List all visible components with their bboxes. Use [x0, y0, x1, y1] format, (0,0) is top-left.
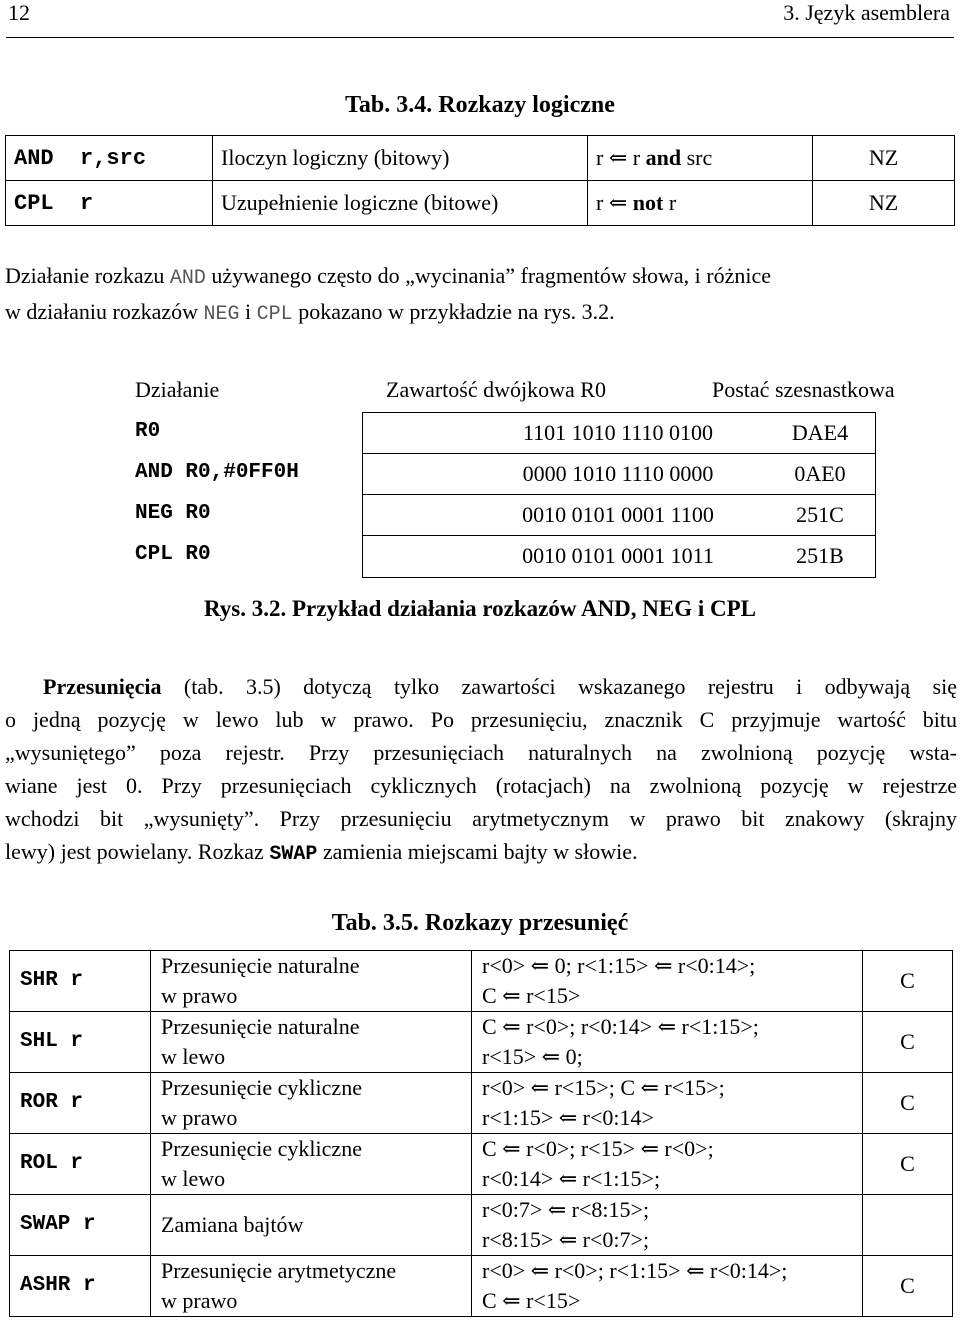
- operation-cell: [588, 181, 813, 226]
- figure-hex: 251B: [796, 543, 844, 568]
- instruction-cell: SHR r: [10, 951, 151, 1012]
- table-shift-instructions: [9, 950, 953, 1317]
- operation-keyword: not: [632, 190, 664, 215]
- table-row: [6, 136, 955, 181]
- divider: [363, 535, 875, 536]
- figure-header-action: Działanie: [135, 377, 220, 402]
- text-run: używanego często do „wycinania” fragmentów słowa, i różnice: [205, 263, 771, 288]
- code-neg: NEG: [203, 303, 240, 326]
- instruction-cell: ASHR r: [10, 1256, 151, 1317]
- paragraph-line: wchodzi bit „wysunięty”. Przy przesunięciu arytmetycznym w prawo bit znakowy (skrajny: [5, 806, 957, 831]
- description-cell: Iloczyn logiczny (bitowy): [213, 136, 588, 181]
- instruction-cell: ROR r: [10, 1073, 151, 1134]
- paragraph-line: [5, 670, 957, 703]
- description-cell: [151, 1012, 472, 1073]
- figure-header-binary: Zawartość dwójkowa R0: [386, 377, 606, 402]
- operation-line: r<1:15> ⇐ r<0:14>: [482, 1105, 654, 1130]
- chapter-title: 3. Język asemblera: [783, 0, 950, 25]
- table-3-5-caption: Tab. 3.5. Rozkazy przesunięć: [331, 910, 629, 936]
- description-line: w lewo: [161, 1044, 226, 1069]
- description-line: w prawo: [161, 1105, 238, 1130]
- operation-cell: [472, 1134, 863, 1195]
- text-run: lewy) jest powielany. Rozkaz: [5, 839, 270, 864]
- text-run: (tab. 3.5) dotyczą tylko zawartości wskazanego rejestru i odbywają się: [161, 674, 957, 699]
- text-run: w działaniu rozkazów: [5, 299, 204, 324]
- instruction-cell: CPL r: [6, 181, 213, 226]
- table-row: [10, 1256, 953, 1317]
- text-run: zamienia miejscami bajty w słowie.: [317, 839, 638, 864]
- text-run: pokazano w przykładzie na rys. 3.2.: [292, 299, 615, 324]
- description-cell: [151, 951, 472, 1012]
- instruction-cell: ROL r: [10, 1134, 151, 1195]
- flag-cell: [863, 1195, 953, 1256]
- flag-cell: C: [863, 1073, 953, 1134]
- operation-line: r<0> ⇐ r<0>; r<1:15> ⇐ r<0:14>;: [482, 1258, 788, 1283]
- description-line: Przesunięcie arytmetyczne: [161, 1258, 397, 1283]
- paragraph-line: wiane jest 0. Przy przesunięciach cyklicznych (rotacjach) na zwolnioną pozycję w rejestrze: [5, 773, 957, 798]
- figure-action: AND R0,#0FF0H: [135, 461, 299, 484]
- figure-binary: 0000 1010 1110 0000: [522, 461, 714, 486]
- description-line: Przesunięcie naturalne: [161, 1014, 360, 1039]
- flags-cell: NZ: [813, 136, 955, 181]
- term-shifts: Przesunięcia: [43, 674, 162, 699]
- operation-cell: [472, 1073, 863, 1134]
- figure-action: R0: [135, 420, 161, 443]
- operation-line: r<8:15> ⇐ r<0:7>;: [482, 1227, 650, 1252]
- code-swap: SWAP: [269, 843, 318, 866]
- paragraph-line: o jedną pozycję w lewo lub w prawo. Po przesunięciu, znacznik C przyjmuje wartość bitu: [5, 707, 957, 732]
- page-number: 12: [8, 0, 30, 25]
- operation-pre: r ⇐ r: [596, 145, 646, 170]
- operation-cell: [472, 1195, 863, 1256]
- description-line: Przesunięcie naturalne: [161, 953, 360, 978]
- figure-binary: 1101 1010 1110 0100: [522, 420, 714, 445]
- instruction-cell: AND r,src: [6, 136, 213, 181]
- operation-line: r<0:7> ⇐ r<8:15>;: [482, 1197, 650, 1222]
- instruction-cell: SHL r: [10, 1012, 151, 1073]
- table-logic-instructions: [5, 135, 955, 226]
- description-cell: [151, 1134, 472, 1195]
- description-cell: Uzupełnienie logiczne (bitowe): [213, 181, 588, 226]
- description-line: Zamiana bajtów: [161, 1212, 304, 1237]
- paragraph-line: [5, 835, 957, 871]
- table-row: [10, 1012, 953, 1073]
- operation-keyword: and: [645, 145, 682, 170]
- text-run: i: [239, 299, 257, 324]
- operation-line: C ⇐ r<0>; r<15> ⇐ r<0>;: [482, 1136, 714, 1161]
- figure-caption: Rys. 3.2. Przykład działania rozkazów AND, NEG i CPL: [203, 596, 757, 621]
- table-3-4-caption: Tab. 3.4. Rozkazy logiczne: [345, 92, 615, 118]
- operation-cell: [472, 951, 863, 1012]
- figure-hex: 251C: [796, 502, 844, 527]
- operation-line: C ⇐ r<15>: [482, 1288, 581, 1313]
- description-cell: [151, 1256, 472, 1317]
- description-cell: [151, 1073, 472, 1134]
- flag-cell: C: [863, 1012, 953, 1073]
- operation-cell: [472, 1256, 863, 1317]
- paragraph-shifts: [5, 670, 957, 871]
- figure-header-hex: Postać szesnastkowa: [712, 377, 895, 402]
- flag-cell: C: [863, 951, 953, 1012]
- operation-line: C ⇐ r<15>: [482, 983, 581, 1008]
- paragraph-line: [5, 295, 957, 331]
- description-line: Przesunięcie cykliczne: [161, 1075, 362, 1100]
- table-row: [10, 1134, 953, 1195]
- figure-hex: DAE4: [791, 420, 849, 445]
- table-row: [10, 1073, 953, 1134]
- description-line: Przesunięcie cykliczne: [161, 1136, 362, 1161]
- operation-cell: [588, 136, 813, 181]
- paragraph-line: [5, 259, 957, 295]
- divider: [363, 494, 875, 495]
- description-cell: [151, 1195, 472, 1256]
- instruction-cell: SWAP r: [10, 1195, 151, 1256]
- operation-line: r<0:14> ⇐ r<1:15>;: [482, 1166, 661, 1191]
- figure-hex: 0AE0: [794, 461, 846, 486]
- paragraph-and-neg-cpl: [5, 259, 957, 331]
- figure-binary: 0010 0101 0001 1100: [522, 502, 714, 527]
- operation-pre: r ⇐: [596, 190, 633, 215]
- operation-cell: [472, 1012, 863, 1073]
- table-row: [10, 951, 953, 1012]
- description-line: w lewo: [161, 1166, 226, 1191]
- header-rule: [6, 37, 954, 38]
- operation-line: C ⇐ r<0>; r<0:14> ⇐ r<1:15>;: [482, 1014, 759, 1039]
- operation-line: r<0> ⇐ r<15>; C ⇐ r<15>;: [482, 1075, 725, 1100]
- figure-action: CPL R0: [135, 543, 211, 566]
- figure-binary: 0010 0101 0001 1011: [522, 543, 714, 568]
- operation-post: r: [663, 190, 677, 215]
- divider: [363, 453, 875, 454]
- code-and: AND: [169, 267, 206, 290]
- figure-action: NEG R0: [135, 502, 211, 525]
- code-cpl: CPL: [256, 303, 293, 326]
- paragraph-line: „wysuniętego” poza rejestr. Przy przesunięciach naturalnych na zwolnioną pozycję wsta-: [5, 740, 957, 765]
- text-run: Działanie rozkazu: [5, 263, 170, 288]
- description-line: w prawo: [161, 1288, 238, 1313]
- flag-cell: C: [863, 1134, 953, 1195]
- table-row: [6, 181, 955, 226]
- operation-line: r<0> ⇐ 0; r<1:15> ⇐ r<0:14>;: [482, 953, 756, 978]
- flags-cell: NZ: [813, 181, 955, 226]
- description-line: w prawo: [161, 983, 238, 1008]
- table-row: [10, 1195, 953, 1256]
- operation-line: r<15> ⇐ 0;: [482, 1044, 583, 1069]
- flag-cell: C: [863, 1256, 953, 1317]
- operation-post: src: [681, 145, 713, 170]
